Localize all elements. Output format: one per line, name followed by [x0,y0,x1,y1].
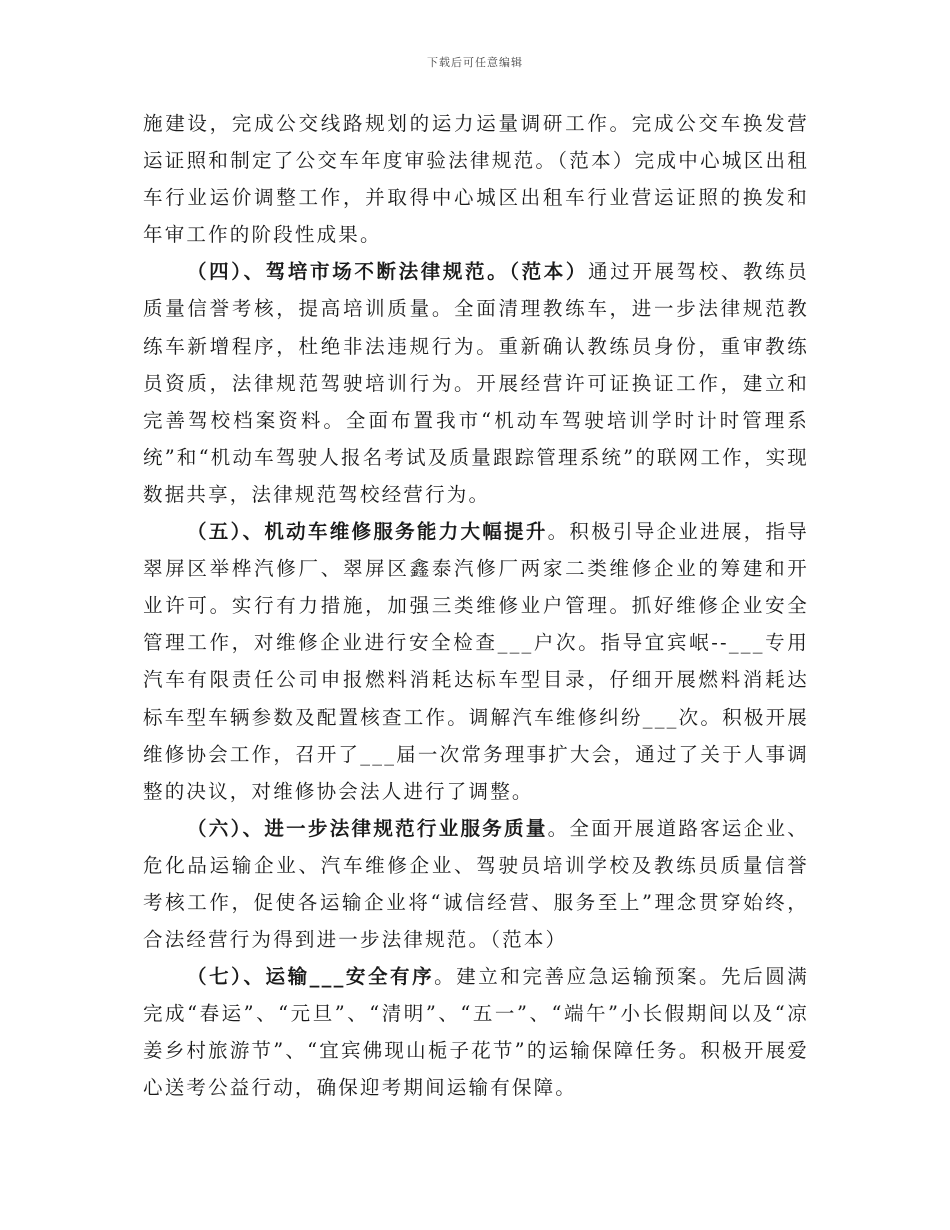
section-heading-4: （四）、驾培市场不断法律规范。（范本） [187,260,589,284]
paragraph-body: 通过开展驾校、教练员质量信誉考核，提高培训质量。全面清理教练车，进一步法律规范教练车新增程序，杜绝非法违规行为。重新确认教练员身份，重审教练员资质，法律规范驾驶培训行为。开展经营许可证换证工作，建立和完善驾校档案资料。全面布置我市“机动车驾驶培训学时计时管理系统”和“机动车驾驶人报名考试及质量跟踪管理系统”的联网工作，实现数据共享，法律规范驾校经营行为。 [143,260,809,506]
paragraph-3 [143,513,809,810]
section-heading-6: （六）、进一步法律规范行业服务质量 [187,816,548,840]
paragraph-body: 。建立和完善应急运输预案。先后圆满完成“春运”、“元旦”、“清明”、“五一”、“端午”小长假期间以及“凉姜乡村旅游节”、“宜宾佛现山栀子花节”的运输保障任务。积极开展爱心送考公益行动，确保迎考期间运输有保障。 [143,965,809,1100]
section-heading-5: （五）、机动车维修服务能力大幅提升 [187,520,548,544]
paragraph-4 [143,810,809,958]
paragraph-5 [143,958,809,1106]
paragraph-body: 。积极引导企业进展，指导翠屏区举桦汽修厂、翠屏区鑫泰汽修厂两家二类维修企业的筹建和开业许可。实行有力措施，加强三类维修业户管理。抓好维修企业安全管理工作，对维修企业进行安全检查___户次。指导宜宾岷--___专用汽车有限责任公司申报燃料消耗达标车型目录，仔细开展燃料消耗达标车型车辆参数及配置核查工作。调解汽车维修纠纷___次。积极开展维修协会工作，召开了___届一次常务理事扩大会，通过了关于人事调整的决议，对维修协会法人进行了调整。 [143,520,809,803]
document-body [143,105,809,1107]
page-header: 下载后可任意编辑 [427,56,523,69]
paragraph-body: 施建设，完成公交线路规划的运力运量调研工作。完成公交车换发营运证照和制定了公交车年度审验法律规范。（范本）完成中心城区出租车行业运价调整工作，并取得中心城区出租车行业营运证照的换发和年审工作的阶段性成果。 [143,112,809,247]
paragraph-1 [143,105,809,253]
section-heading-7: （七）、运输___安全有序 [187,965,435,989]
paragraph-2 [143,253,809,513]
paragraph-body: 。全面开展道路客运企业、危化品运输企业、汽车维修企业、驾驶员培训学校及教练员质量信誉考核工作，促使各运输企业将“诚信经营、服务至上”理念贯穿始终，合法经营行为得到进一步法律规范。（范本） [143,816,809,952]
